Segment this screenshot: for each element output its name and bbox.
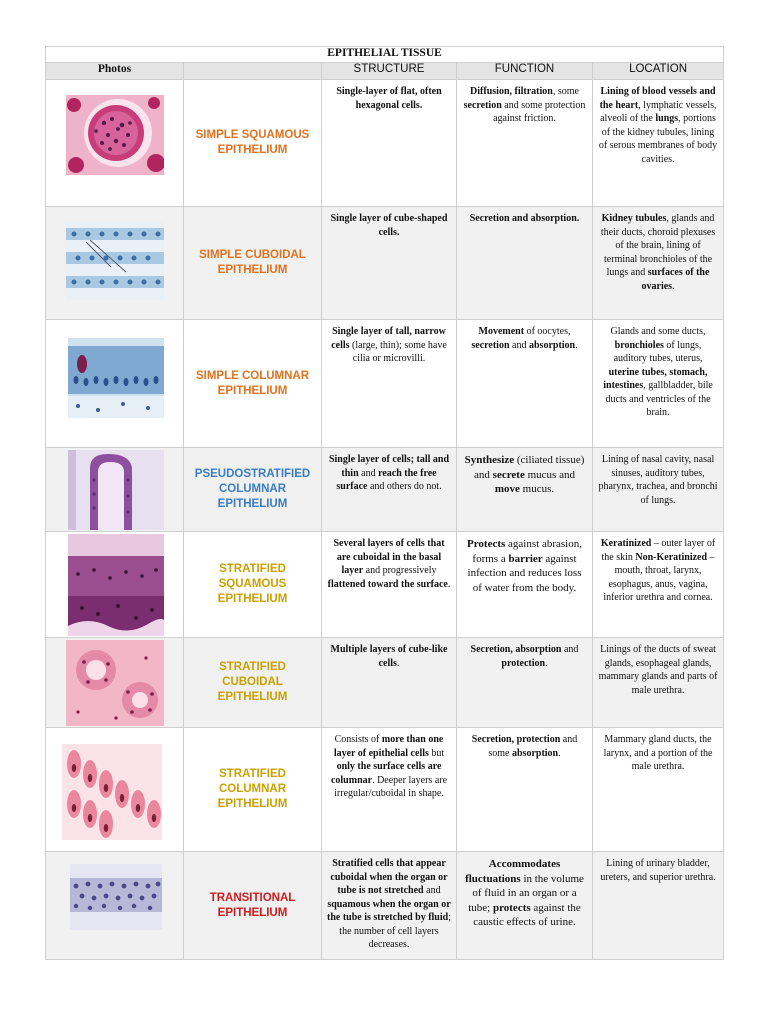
stratified-columnar-micrograph-icon <box>62 744 162 840</box>
epithelium-name <box>184 728 322 852</box>
epithelium-name <box>184 448 322 532</box>
structure-text: Consists of more than one layer of epithelial cells but only the surface cells are columnar. Deeper layers are irregular/cuboidal in shape. <box>330 734 448 799</box>
function-text: Secretion and absorption. <box>469 213 580 224</box>
epithelium-name <box>184 320 322 448</box>
kidney-glomerulus-micrograph-icon <box>66 95 164 175</box>
stratified-squamous-micrograph-icon <box>68 534 164 636</box>
structure-text: Single layer of tall, narrow cells (large, thin); some have cilia or microvilli. <box>331 326 447 364</box>
header-photos: Photos <box>46 63 184 80</box>
epithelial-tissue-table <box>45 46 724 960</box>
structure-cell <box>322 448 457 532</box>
structure-cell <box>322 532 457 638</box>
epithelium-name <box>184 80 322 207</box>
name-text: SIMPLE CUBOIDAL EPITHELIUM <box>199 249 306 276</box>
title-row <box>46 47 724 63</box>
table-row <box>46 448 724 532</box>
table-row <box>46 207 724 320</box>
structure-cell <box>322 320 457 448</box>
function-cell <box>457 207 593 320</box>
structure-text: Single layer of cube-shaped cells. <box>330 213 448 238</box>
function-text: Movement of oocytes, secretion and absorption. <box>471 326 578 351</box>
location-text: Keratinized – outer layer of the skin Non-Keratinized – mouth, throat, larynx, esophagus, anus, vagina, inferior urethra and cornea. <box>600 538 716 603</box>
header-name-empty <box>184 63 322 80</box>
location-cell <box>593 852 724 960</box>
pseudostratified-villus-micrograph-icon <box>68 450 164 530</box>
name-text: SIMPLE SQUAMOUS EPITHELIUM <box>195 129 310 156</box>
epithelium-name <box>184 638 322 728</box>
location-text: Glands and some ducts, bronchioles of lungs, auditory tubes, uterus, uterine tubes, stomach, intestines, gallbladder, bile ducts and ventricles of the brain. <box>603 326 713 418</box>
photo-cell <box>46 532 184 638</box>
structure-cell <box>322 207 457 320</box>
location-cell <box>593 320 724 448</box>
location-text: Linings of the ducts of sweat glands, esophageal glands, mammary glands and parts of male urethra. <box>598 644 718 696</box>
location-cell <box>593 638 724 728</box>
location-cell <box>593 728 724 852</box>
location-cell <box>593 80 724 207</box>
function-text: Diffusion, filtration, some secretion and some protection against friction. <box>463 86 586 124</box>
function-text: Synthesize (ciliated tissue) and secrete mucus and move mucus. <box>464 454 585 495</box>
cuboidal-tubule-micrograph-icon <box>66 222 164 300</box>
stratified-cuboidal-micrograph-icon <box>66 640 164 726</box>
epithelium-name <box>184 207 322 320</box>
table-row <box>46 320 724 448</box>
location-text: Lining of blood vessels and the heart, lymphatic vessels, alveoli of the lungs, portions of the kidney tubules, lining of serous membranes of body cavities. <box>598 86 718 165</box>
function-cell <box>457 852 593 960</box>
header-structure: STRUCTURE <box>322 63 457 80</box>
photo-cell <box>46 320 184 448</box>
table-row <box>46 638 724 728</box>
header-location: LOCATION <box>593 63 724 80</box>
structure-cell <box>322 80 457 207</box>
columnar-cells-micrograph-icon <box>68 338 164 418</box>
photo-cell <box>46 448 184 532</box>
structure-text: Single-layer of flat, often hexagonal cells. <box>336 86 442 111</box>
name-text: PSEUDOSTRATIFIED COLUMNAR EPITHELIUM <box>194 468 311 510</box>
function-cell <box>457 532 593 638</box>
table-row <box>46 728 724 852</box>
function-cell <box>457 320 593 448</box>
structure-text: Several layers of cells that are cuboidal in the basal layer and progressively flattened toward the surface. <box>327 538 451 590</box>
photo-cell <box>46 852 184 960</box>
name-text: SIMPLE COLUMNAR EPITHELIUM <box>195 369 310 397</box>
photo-cell <box>46 80 184 207</box>
name-text: STRATIFIED SQUAMOUS EPITHELIUM <box>217 563 288 605</box>
structure-cell <box>322 728 457 852</box>
function-cell <box>457 638 593 728</box>
location-text: Kidney tubules, glands and their ducts, choroid plexuses of the brain, lining of terminal bronchioles of the lungs and surfaces of the ovaries. <box>600 213 716 292</box>
photo-cell <box>46 728 184 852</box>
function-cell <box>457 80 593 207</box>
structure-text: Stratified cells that appear cuboidal when the organ or tube is not stretched and squamous when the organ or the tube is stretched by fluid; the number of cell layers decreases. <box>327 858 451 950</box>
function-cell <box>457 728 593 852</box>
name-text: STRATIFIED CUBOIDAL EPITHELIUM <box>217 661 288 703</box>
location-cell <box>593 207 724 320</box>
photo-cell <box>46 207 184 320</box>
table-row <box>46 532 724 638</box>
name-text: STRATIFIED COLUMNAR EPITHELIUM <box>217 768 288 810</box>
transitional-epithelium-micrograph-icon <box>70 864 162 930</box>
structure-cell <box>322 852 457 960</box>
location-cell <box>593 532 724 638</box>
photo-cell <box>46 638 184 728</box>
function-text: Secretion, protection and some absorption. <box>471 734 578 759</box>
table-title: EPITHELIAL TISSUE <box>46 47 724 63</box>
structure-text: Multiple layers of cube-like cells. <box>330 644 448 669</box>
function-text: Accommodates fluctuations in the volume of fluid in an organ or a tube; protects against the caustic effects of urine. <box>465 858 584 928</box>
function-text: Protects against abrasion, forms a barrier against infection and reduces loss of water from the body. <box>467 538 582 594</box>
location-cell <box>593 448 724 532</box>
location-text: Lining of nasal cavity, nasal sinuses, auditory tubes, pharynx, trachea, and bronchi of lungs. <box>598 454 718 506</box>
epithelium-name <box>184 852 322 960</box>
header-row <box>46 63 724 80</box>
header-function: FUNCTION <box>457 63 593 80</box>
table-row <box>46 852 724 960</box>
location-text: Mammary gland ducts, the larynx, and a portion of the male urethra. <box>603 734 713 772</box>
function-cell <box>457 448 593 532</box>
epithelium-name <box>184 532 322 638</box>
structure-cell <box>322 638 457 728</box>
function-text: Secretion, absorption and protection. <box>470 644 579 669</box>
structure-text: Single layer of cells; tall and thin and reach the free surface and others do not. <box>328 454 450 492</box>
location-text: Lining of urinary bladder, ureters, and superior urethra. <box>600 858 716 883</box>
name-text: TRANSITIONAL EPITHELIUM <box>209 891 296 919</box>
table-row <box>46 80 724 207</box>
